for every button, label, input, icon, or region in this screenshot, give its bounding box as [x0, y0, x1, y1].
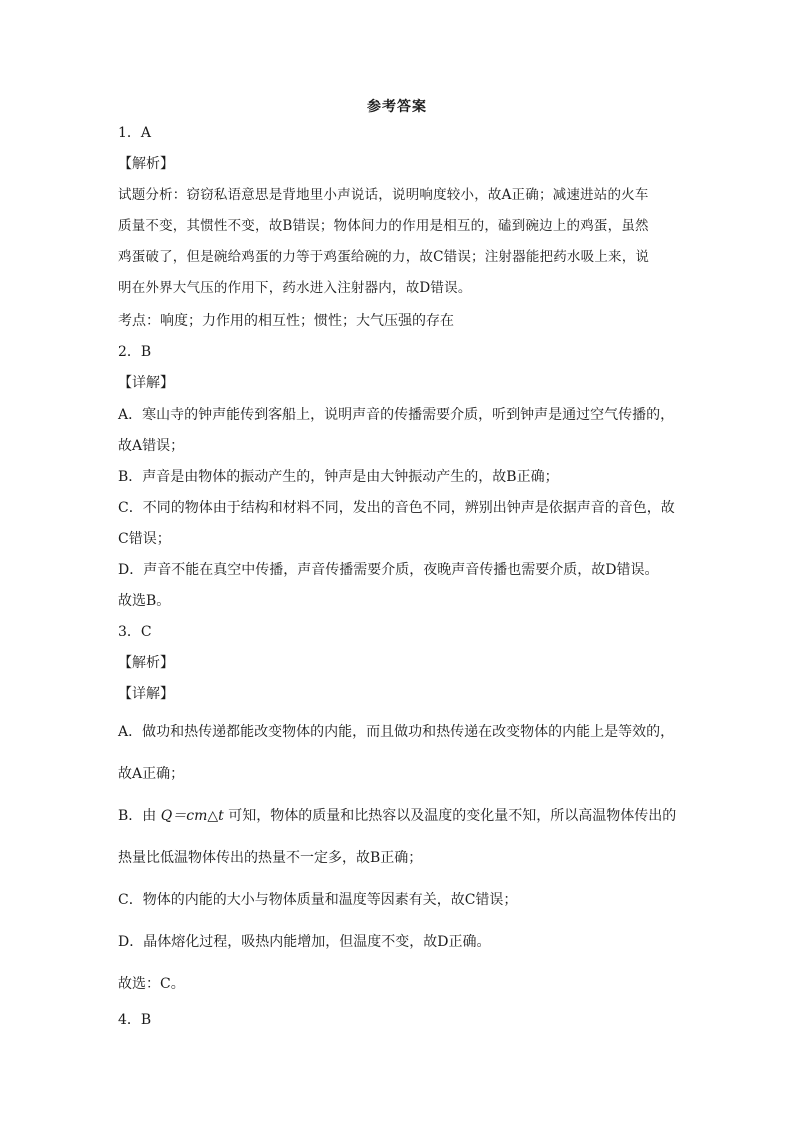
q1-para-line-1: 试题分析：窃窃私语意思是背地里小声说话，说明响度较小，故A正确；减速进站的火车: [118, 187, 649, 203]
q3-option-a-line-1: A．做功和热传递都能改变物体的内能，而且做功和热传递在改变物体的内能上是等效的，: [118, 724, 675, 740]
q3-analysis-label: 【解析】: [118, 655, 174, 671]
q2-option-a-line-2: 故A错误；: [118, 438, 185, 454]
q3-option-b-line-1: [118, 806, 676, 826]
q1-analysis-label: 【解析】: [118, 156, 174, 172]
q3-option-c: C．物体的内能的大小与物体质量和温度等因素有关，故C错误；: [118, 892, 518, 908]
q2-option-b: B．声音是由物体的振动产生的，钟声是由大钟振动产生的，故B正确；: [118, 469, 559, 485]
q3-answer: 故选：C。: [118, 976, 185, 992]
q2-option-c-line-1: C．不同的物体由于结构和材料不同，发出的音色不同，辨别出钟声是依据声音的音色，故: [118, 500, 675, 516]
q3-formula: Q＝cm△t: [160, 808, 224, 824]
q1-para-line-4: 明在外界大气压的作用下，药水进入注射器内，故D错误。: [118, 280, 472, 296]
q1-para-line-2: 质量不变，其惯性不变，故B错误；物体间力的作用是相互的，磕到碗边上的鸡蛋，虽然: [118, 218, 649, 234]
q2-answer: 故选B。: [118, 593, 171, 609]
q1-para-line-3: 鸡蛋破了，但是碗给鸡蛋的力等于鸡蛋给碗的力，故C错误；注射器能把药水吸上来，说: [118, 249, 650, 265]
q3-option-d: D．晶体熔化过程，吸热内能增加，但温度不变，故D正确。: [118, 934, 491, 950]
q2-option-c-line-2: C错误；: [118, 531, 171, 547]
q2-option-a-line-1: A．寒山寺的钟声能传到客船上，说明声音的传播需要介质，听到钟声是通过空气传播的，: [118, 407, 675, 423]
q3-detail-label: 【详解】: [118, 686, 174, 702]
q3-number: 3．C: [118, 624, 152, 640]
q2-option-d: D．声音不能在真空中传播，声音传播需要介质，夜晚声音传播也需要介质，故D错误。: [118, 562, 659, 578]
q2-detail-label: 【详解】: [118, 375, 174, 391]
q3-option-b-suffix: 可知，物体的质量和比热容以及温度的变化量不知，所以高温物体传出的: [223, 808, 677, 824]
q2-number: 2．B: [118, 344, 152, 360]
page-title: 参考答案: [367, 99, 427, 115]
q1-kaodian: 考点：响度；力作用的相互性；惯性；大气压强的存在: [118, 313, 454, 329]
q3-option-b-prefix: B．由: [118, 808, 161, 824]
q3-option-b-line-2: 热量比低温物体传出的热量不一定多，故B正确；: [118, 850, 423, 866]
q1-number: 1．A: [118, 125, 152, 141]
q4-number: 4．B: [118, 1012, 152, 1028]
q3-option-a-line-2: 故A正确；: [118, 766, 185, 782]
